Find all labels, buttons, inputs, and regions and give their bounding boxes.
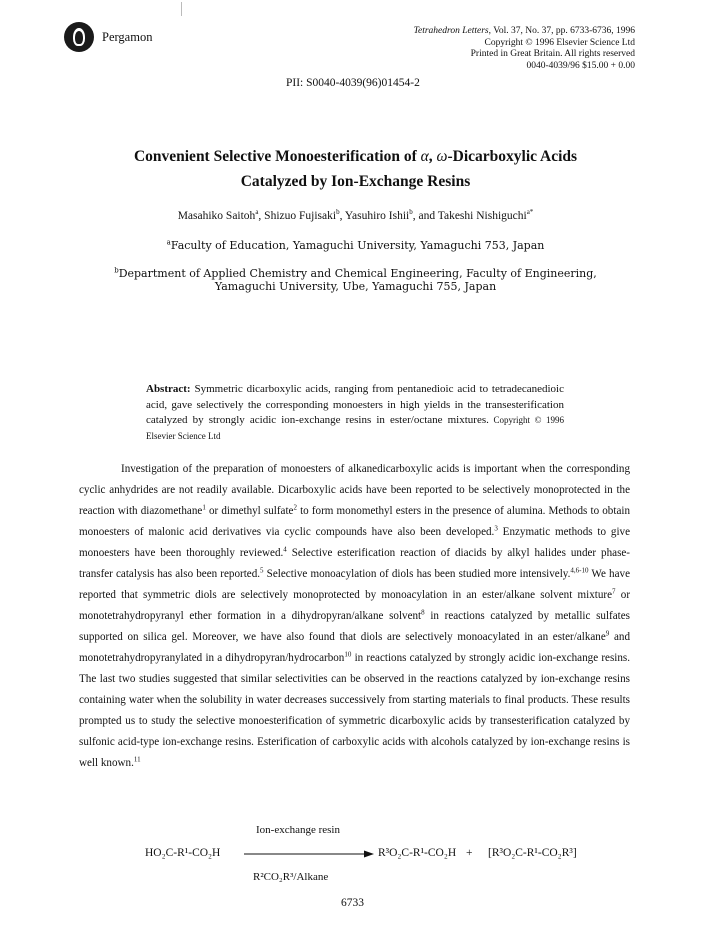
affiliation-mark: b	[114, 266, 119, 275]
author-name: Takeshi Nishiguchi	[437, 210, 527, 222]
author-separator: ,	[339, 210, 345, 222]
citation-mark: 9	[605, 629, 610, 638]
body-paragraph	[79, 459, 630, 774]
price-line: 0040-4039/96 $15.00 + 0.00	[526, 60, 635, 71]
body-text-run: in reactions catalyzed by metallic sulfates supported on silica gel. Moreover, we have also found that diols are selectively monoacylated in an ester/alkane	[79, 610, 630, 643]
title-comma: ,	[428, 148, 437, 165]
body-text-run: and monotetrahydropyranylated in a dihydropyran/hydrocarbon	[79, 631, 630, 664]
citation-mark: 8	[421, 608, 425, 617]
journal-title: Tetrahedron Letters	[413, 26, 489, 36]
scheme-plus: +	[466, 847, 473, 859]
scan-mark	[181, 2, 182, 16]
author-separator: , and	[412, 210, 438, 222]
journal-volume: , Vol. 37, No. 37, pp. 6733-6736, 1996	[488, 26, 635, 36]
journal-info	[414, 26, 635, 72]
journal-citation	[414, 26, 635, 38]
author-affiliation-mark: a	[255, 208, 259, 217]
body-text-run: Enzymatic methods to give monoesters have been thoroughly reviewed.	[79, 526, 630, 559]
affiliation-mark: a	[166, 238, 171, 247]
title-line-2: Catalyzed by Ion-Exchange Resins	[240, 173, 471, 190]
publisher-name: Pergamon	[102, 30, 153, 44]
body-text-run: Selective monoacylation of diols has been studied more intensively.	[263, 568, 571, 580]
pergamon-logo-icon	[64, 22, 94, 52]
body-text-run: Investigation of the preparation of monoesters of alkanedicarboxylic acids is important when the corresponding cyclic anhydrides are not readily available. Dicarboxylic acids have been reported to be selectively monoprotected in the reaction with diazomethane	[79, 463, 630, 517]
affiliation-a	[60, 239, 651, 252]
pii-identifier: PII: S0040-4039(96)01454-2	[286, 77, 420, 89]
affiliation-b-line-2: Yamaguchi University, Ube, Yamaguchi 755, Japan	[214, 280, 497, 293]
author-name: Yasuhiro Ishii	[344, 210, 410, 222]
affiliation-b	[60, 267, 651, 293]
citation-mark: 11	[133, 755, 141, 764]
scheme-reagent-bottom: R²CO₂R³/Alkane	[253, 871, 329, 883]
printed-line: Printed in Great Britain. All rights reserved	[470, 49, 635, 59]
body-text-run: to form monomethyl esters in the presence of alumina. Methods to obtain monoesters of malonic acid derivatives via cyclic compounds have also been developed.	[79, 505, 630, 538]
title-text-1: Convenient Selective Monoesterification of	[133, 148, 421, 165]
body-text-run: Selective esterification reaction of diacids by alkyl halides under phase-transfer catalysis has also been reported.	[79, 547, 630, 580]
citation-mark: 10	[344, 650, 352, 659]
author-list	[40, 210, 671, 222]
body-text-run: or monotetrahydropyranyl ether formation in a dihydropyran/alkane solvent	[79, 589, 631, 622]
abstract-text: Symmetric dicarboxylic acids, ranging from pentanedioic acid to tetradecanedioic acid, gave selectively the corresponding monoesters in high yields in the transesterification catalyzed by strongly acidic ion-exchange resins in ester/octane mixtures.	[146, 383, 564, 426]
citation-mark: 4,6-10	[570, 566, 589, 575]
citation-mark: 4	[283, 545, 287, 554]
body-text-run: or dimethyl sulfate	[205, 505, 294, 517]
citation-mark: 5	[260, 566, 264, 575]
author-name: Masahiko Saitoh	[177, 210, 256, 222]
body-text-run: in reactions catalyzed by strongly acidic ion-exchange resins. The last two studies suggested that similar selectivities can be observed in the reactions catalyzed by ion-exchange resins containing water when the solubility in water decreases successively from starting materials to final products. These results prompted us to study the selective monoesterification of symmetric dicarboxylic acids by transesterification catalyzed by sulfonic acid-type ion-exchange resins. Esterification of carboxylic acids with alcohols catalyzed by ion-exchange resins is well known.	[79, 652, 631, 769]
author-affiliation-mark: a*	[526, 208, 534, 217]
citation-mark: 3	[494, 524, 498, 533]
abstract	[146, 382, 564, 444]
author-separator: ,	[258, 210, 265, 222]
affiliation-text: Department of Applied Chemistry and Chemical Engineering, Faculty of Engineering,	[118, 267, 597, 280]
page-number: 6733	[341, 897, 364, 909]
scheme-reactant: HO₂C-R¹-CO₂H	[145, 847, 221, 859]
title-alpha: α	[420, 148, 429, 165]
article-title	[40, 144, 671, 194]
author-name: Shizuo Fujisaki	[264, 210, 337, 222]
affiliation-b-line-1	[60, 267, 651, 280]
reaction-arrow-icon	[244, 849, 374, 859]
body-text-run: We have reported that symmetric diols are selectively monoprotected by monoacylation in an ester/alkane solvent mixture	[79, 568, 631, 601]
title-line-1	[40, 144, 671, 169]
title-omega: ω	[436, 148, 448, 165]
copyright-line: Copyright © 1996 Elsevier Science Ltd	[484, 37, 635, 48]
scheme-reagent-top: Ion-exchange resin	[256, 824, 340, 836]
citation-mark: 7	[612, 587, 616, 596]
citation-mark: 1	[202, 503, 206, 512]
citation-mark: 2	[293, 503, 297, 512]
scheme-product: R³O₂C-R¹-CO₂H	[378, 847, 457, 859]
scheme-byproduct: [R³O₂C-R¹-CO₂R³]	[488, 847, 577, 859]
abstract-label: Abstract:	[146, 383, 191, 395]
abstract-copyright: Copyright © 1996 Elsevier Science Ltd	[146, 415, 565, 441]
title-text-2: -Dicarboxylic Acids	[447, 148, 578, 165]
author-affiliation-mark: b	[336, 208, 340, 217]
affiliation-text: Faculty of Education, Yamaguchi University, Yamaguchi 753, Japan	[170, 239, 545, 252]
author-affiliation-mark: b	[409, 208, 413, 217]
